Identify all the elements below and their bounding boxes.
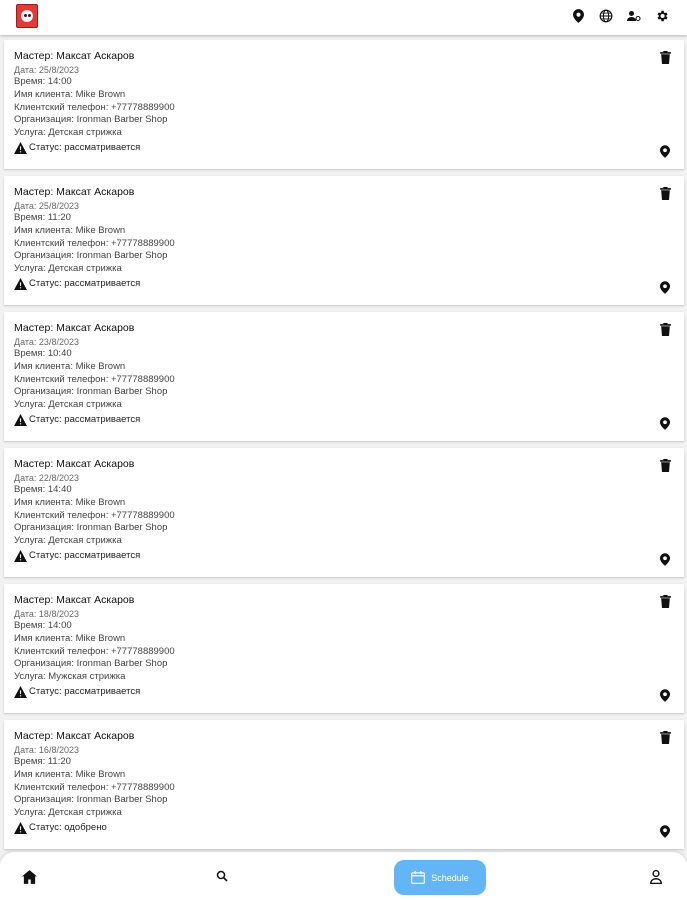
warning-icon [14,278,27,290]
organization: Организация: Ironman Barber Shop [14,658,168,670]
organization: Организация: Ironman Barber Shop [14,794,168,806]
status-text: Статус: одобрено [29,821,107,833]
organization: Организация: Ironman Barber Shop [14,250,168,262]
logo-eye [24,14,27,17]
status-text: Статус: рассматривается [29,141,141,153]
booking-date: Дата: 25/8/2023 [14,201,79,211]
service: Услуга: Детская стрижка [14,399,122,411]
booking-card[interactable] [4,448,684,577]
warning-icon [14,142,27,154]
booking-time: Время: 11:20 [14,756,71,767]
top-app-bar [0,0,687,35]
globe-icon[interactable] [599,8,613,24]
status-row [14,549,674,563]
top-actions [571,8,669,24]
status-row [14,413,674,427]
booking-time: Время: 10:40 [14,348,72,359]
location-pin-icon[interactable] [571,8,585,24]
client-phone: Клиентский телефон: +77778889900 [14,101,175,113]
logo-eye [28,14,31,17]
trash-icon[interactable] [660,459,671,472]
location-pin-icon[interactable] [660,281,671,295]
warning-icon [14,686,27,698]
location-pin-icon[interactable] [660,825,671,839]
bookings-list [4,40,684,856]
status-row [14,821,674,835]
booking-card[interactable] [4,720,684,849]
status-row [14,141,674,155]
location-pin-icon[interactable] [660,417,671,431]
user-settings-icon[interactable] [627,8,641,24]
master-name: Мастер: Максат Аскаров [14,594,135,606]
warning-icon [14,822,27,834]
gear-icon[interactable] [655,8,669,24]
trash-icon[interactable] [660,51,671,64]
client-phone: Клиентский телефон: +77778889900 [14,237,175,249]
status-text: Статус: рассматривается [29,277,141,289]
search-icon[interactable] [216,869,230,883]
booking-card[interactable] [4,40,684,169]
client-name: Имя клиента: Mike Brown [14,88,126,100]
booking-date: Дата: 18/8/2023 [14,609,79,619]
location-pin-icon[interactable] [660,689,671,703]
calendar-icon [411,871,425,884]
master-name: Мастер: Максат Аскаров [14,322,135,334]
status-row [14,277,674,291]
schedule-nav-button[interactable] [394,860,486,895]
master-name: Мастер: Максат Аскаров [14,730,135,742]
trash-icon[interactable] [660,595,671,608]
warning-icon [14,414,27,426]
master-name: Мастер: Максат Аскаров [14,458,135,470]
service: Услуга: Мужская стрижка [14,671,126,683]
service: Услуга: Детская стрижка [14,263,122,275]
booking-card[interactable] [4,584,684,713]
location-pin-icon[interactable] [660,553,671,567]
client-name: Имя клиента: Mike Brown [14,768,126,780]
booking-date: Дата: 25/8/2023 [14,65,79,75]
trash-icon[interactable] [660,731,671,744]
booking-time: Время: 11:20 [14,212,71,223]
user-icon[interactable] [650,870,664,886]
bottom-navigation [0,852,687,900]
home-icon[interactable] [22,870,38,886]
status-text: Статус: рассматривается [29,685,141,697]
client-name: Имя клиента: Mike Brown [14,632,126,644]
logo-face [21,10,33,22]
client-name: Имя клиента: Mike Brown [14,496,126,508]
client-phone: Клиентский телефон: +77778889900 [14,509,175,521]
booking-card[interactable] [4,312,684,441]
booking-date: Дата: 16/8/2023 [14,745,79,755]
client-phone: Клиентский телефон: +77778889900 [14,781,175,793]
service: Услуга: Детская стрижка [14,807,122,819]
organization: Организация: Ironman Barber Shop [14,386,168,398]
booking-time: Время: 14:00 [14,76,72,87]
trash-icon[interactable] [660,187,671,200]
status-row [14,685,674,699]
booking-date: Дата: 23/8/2023 [14,337,79,347]
location-pin-icon[interactable] [660,145,671,159]
client-name: Имя клиента: Mike Brown [14,224,126,236]
master-name: Мастер: Максат Аскаров [14,186,135,198]
service: Услуга: Детская стрижка [14,535,122,547]
barber-logo-icon [16,4,38,28]
master-name: Мастер: Максат Аскаров [14,50,135,62]
booking-time: Время: 14:00 [14,620,72,631]
client-phone: Клиентский телефон: +77778889900 [14,645,175,657]
organization: Организация: Ironman Barber Shop [14,114,168,126]
warning-icon [14,550,27,562]
booking-date: Дата: 22/8/2023 [14,473,79,483]
booking-time: Время: 14:40 [14,484,72,495]
organization: Организация: Ironman Barber Shop [14,522,168,534]
status-text: Статус: рассматривается [29,549,141,561]
client-name: Имя клиента: Mike Brown [14,360,126,372]
trash-icon[interactable] [660,323,671,336]
schedule-label: Schedule [431,872,469,883]
booking-card[interactable] [4,176,684,305]
status-text: Статус: рассматривается [29,413,141,425]
client-phone: Клиентский телефон: +77778889900 [14,373,175,385]
service: Услуга: Детская стрижка [14,127,122,139]
